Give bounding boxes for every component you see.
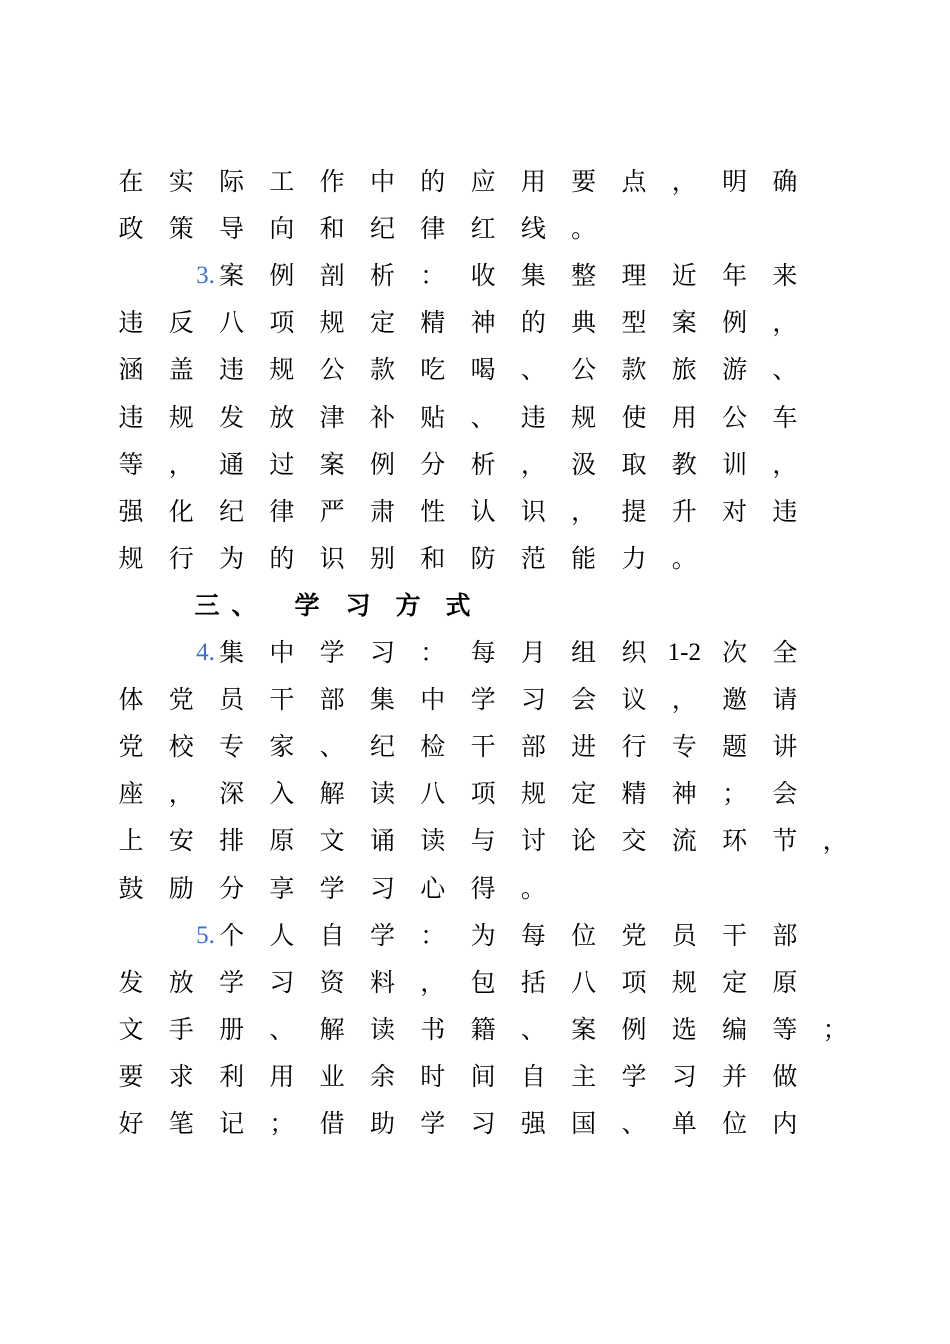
text-char: 学 [621,1061,647,1091]
text-char: 向 [269,214,295,244]
text-char: 。 [671,543,697,573]
text-char: 干 [722,920,748,950]
text-char: ； [822,1014,848,1044]
text-char: 校 [168,732,194,762]
text-char: 集 [520,261,546,291]
text-char: 体 [118,685,144,715]
text-char: 的 [269,543,295,573]
text-char: 次 [722,638,748,667]
text-char: 得 [470,873,496,903]
text-char: 规 [671,967,697,997]
text-char: 专 [671,732,697,762]
text-char: 等 [118,449,144,479]
text-char: 求 [168,1061,194,1091]
text-char: 整 [571,261,597,291]
text-char: 文 [118,1014,144,1044]
text-char: 律 [269,496,295,526]
text-char: 并 [722,1061,748,1091]
text-char: 书 [420,1014,446,1044]
text-char: 排 [219,826,245,856]
text-char: 做 [772,1061,798,1091]
text-char: 集 [369,685,395,715]
text-char: 习 [520,685,546,715]
text-char: 理 [621,261,647,291]
text-line [0,727,950,767]
text-char: 纪 [219,496,245,526]
text-char: 析 [470,449,496,479]
text-char: 发 [118,967,144,997]
text-char: 诵 [369,826,395,856]
text-char: 例 [621,1014,647,1044]
text-line [0,963,950,1003]
text-char: 人 [269,920,295,950]
text-char: 部 [319,685,345,715]
text-char: 性 [420,496,446,526]
text-char: 游 [722,355,748,385]
text-char: 规 [571,402,597,432]
text-char: 学 [219,967,245,997]
text-char: 盖 [168,355,194,385]
text-char: 案 [219,261,245,291]
text-char: 读 [420,826,446,856]
text-char: 违 [219,355,245,385]
text-char: 案 [671,308,697,338]
text-char: 为 [470,920,496,950]
section-heading [0,586,950,626]
text-char: 进 [571,732,597,762]
text-char: 检 [420,732,446,762]
text-char: 强 [118,496,144,526]
text-char: 强 [520,1109,546,1138]
text-char: 党 [621,920,647,950]
text-char: ， [671,685,697,715]
text-char: 好 [118,1109,144,1138]
text-char: 项 [269,308,295,338]
text-char: 行 [621,732,647,762]
text-char: 册 [219,1014,245,1044]
text-char: 、 [470,402,496,432]
text-char: 习 [671,1061,697,1091]
text-char: 自 [520,1061,546,1091]
text-char: 点 [621,167,647,196]
text-char: 。 [571,214,597,244]
text-char: 际 [219,167,245,196]
text-char: 学 [420,1109,446,1138]
text-line [0,869,950,909]
text-char: 党 [168,685,194,715]
text-char: 单 [671,1109,697,1138]
text-char: 明 [722,167,748,196]
text-char: 鼓 [118,873,144,903]
text-line [0,1057,950,1097]
text-char: 识 [319,543,345,573]
text-char: 干 [269,685,295,715]
text-char: 的 [520,308,546,338]
text-char: 对 [722,496,748,526]
text-char: 项 [470,779,496,809]
text-char: 津 [319,402,345,432]
text-char: 内 [772,1109,798,1138]
text-char: 发 [219,402,245,432]
text-line [0,1010,950,1050]
text-char: 精 [420,308,446,338]
text-char: 汲 [571,449,597,479]
text-char: 神 [470,308,496,338]
text-char: 八 [420,779,446,809]
text-char: 中 [269,638,295,667]
text-char: 范 [520,543,546,573]
text-char: 会 [772,779,798,809]
text-char: 典 [571,308,597,338]
text-char: 中 [420,685,446,715]
text-char: 案 [319,449,345,479]
text-char: 严 [319,496,345,526]
text-char: 邀 [722,685,748,715]
text-char: 剖 [319,261,345,291]
text-line [0,256,950,296]
text-line [0,303,950,343]
text-char: 八 [219,308,245,338]
text-char: 座 [118,779,144,809]
text-char: 全 [772,638,798,667]
text-char: 红 [470,214,496,244]
text-char: 导 [219,214,245,244]
text-char: ， [168,779,194,809]
text-char: 励 [168,873,194,903]
text-char: 业 [319,1061,345,1091]
text-char: 深 [219,779,245,809]
text-char: 案 [571,1014,597,1044]
text-char: 规 [520,779,546,809]
text-char: 集 [219,638,245,667]
text-char: 自 [319,920,345,950]
text-char: 学 [319,873,345,903]
text-char: ， [168,449,194,479]
text-char: 为 [219,543,245,573]
text-char: 主 [571,1061,597,1091]
text-char: 原 [269,826,295,856]
text-char: 、 [520,1014,546,1044]
text-char: 别 [369,543,395,573]
text-char: 记 [219,1109,245,1138]
text-char: 用 [671,402,697,432]
text-char: 借 [319,1109,345,1138]
text-char: 作 [319,167,345,196]
text-char: 确 [772,167,798,196]
text-char: 党 [118,732,144,762]
text-line [0,633,950,673]
text-char: 等 [772,1014,798,1044]
text-char: 、 [520,355,546,385]
text-char: 原 [772,967,798,997]
text-char: 题 [722,732,748,762]
text-char: 反 [168,308,194,338]
text-char: 规 [118,543,144,573]
text-char: 规 [269,355,295,385]
text-char: 化 [168,496,194,526]
text-char: 分 [219,873,245,903]
text-char: ， [571,496,597,526]
text-char: 公 [319,355,345,385]
text-char: 规 [168,402,194,432]
text-char: 行 [168,543,194,573]
text-char: 资 [319,967,345,997]
text-char: 员 [219,685,245,715]
text-char: 节 [772,826,798,856]
text-char: 的 [420,167,446,196]
text-char: 料 [369,967,395,997]
item-number: 3. [196,262,215,290]
text-char: 入 [269,779,295,809]
text-char: 1-2 [667,639,701,666]
text-char: 环 [722,826,748,856]
text-char: 定 [369,308,395,338]
text-char: 间 [470,1061,496,1091]
text-char: 八 [571,967,597,997]
heading-char: 方 [395,590,421,620]
text-line [0,209,950,249]
text-char: 教 [671,449,697,479]
text-char: 讨 [520,826,546,856]
text-char: 防 [470,543,496,573]
text-char: 例 [369,449,395,479]
text-char: 政 [118,214,144,244]
text-char: ： [420,638,446,667]
text-char: 干 [470,732,496,762]
text-char: 手 [168,1014,194,1044]
text-char: 公 [722,402,748,432]
text-char: 过 [269,449,295,479]
text-char: 习 [369,873,395,903]
text-char: 安 [168,826,194,856]
item-number: 4. [196,639,215,666]
text-char: 部 [772,920,798,950]
text-char: 讲 [772,732,798,762]
text-char: ， [772,449,798,479]
text-char: 位 [571,920,597,950]
text-char: 学 [470,685,496,715]
text-line [0,680,950,720]
text-char: 吃 [420,355,446,385]
text-char: 律 [420,214,446,244]
text-char: 上 [118,826,144,856]
text-char: 学 [319,638,345,667]
text-char: 放 [168,967,194,997]
text-char: 员 [671,920,697,950]
text-char: 喝 [470,355,496,385]
text-char: 近 [671,261,697,291]
text-char: 型 [621,308,647,338]
heading-char: 习 [345,590,371,620]
text-char: 款 [369,355,395,385]
text-char: 享 [269,873,295,903]
text-char: 和 [319,214,345,244]
text-char: 位 [722,1109,748,1138]
text-char: 肃 [369,496,395,526]
text-char: 例 [269,261,295,291]
text-line [0,398,950,438]
text-char: 提 [621,496,647,526]
text-char: 析 [369,261,395,291]
text-char: 使 [621,402,647,432]
text-line [0,539,950,579]
text-char: 能 [571,543,597,573]
text-char: 旅 [671,355,697,385]
text-char: 每 [470,638,496,667]
text-char: 认 [470,496,496,526]
text-char: 、 [621,1109,647,1138]
text-char: 心 [420,873,446,903]
text-char: 来 [772,261,798,291]
text-char: 在 [118,167,144,196]
text-char: 力 [621,543,647,573]
text-char: 工 [269,167,295,196]
text-char: 违 [520,402,546,432]
text-char: 补 [369,402,395,432]
text-char: 策 [168,214,194,244]
text-char: 国 [571,1109,597,1138]
text-line [0,1104,950,1144]
text-char: 纪 [369,732,395,762]
text-char: 、 [269,1014,295,1044]
text-char: 习 [470,1109,496,1138]
text-char: 请 [772,685,798,715]
text-char: 部 [520,732,546,762]
text-char: 、 [319,732,345,762]
text-char: 与 [470,826,496,856]
text-char: 中 [369,167,395,196]
text-char: 车 [772,402,798,432]
heading-char: 三 [194,590,220,620]
text-char: 定 [722,967,748,997]
heading-char: 学 [294,590,320,620]
text-char: 家 [269,732,295,762]
text-char: 利 [219,1061,245,1091]
text-char: 要 [571,167,597,196]
text-char: ， [520,449,546,479]
text-char: 规 [319,308,345,338]
text-char: 公 [571,355,597,385]
text-char: ， [772,308,798,338]
text-char: 收 [470,261,496,291]
text-char: 、 [772,355,798,385]
text-char: 交 [621,826,647,856]
text-char: ； [269,1109,295,1138]
text-char: 应 [470,167,496,196]
text-char: 要 [118,1061,144,1091]
text-char: 年 [722,261,748,291]
text-char: 定 [571,779,597,809]
text-char: 取 [621,449,647,479]
text-char: 精 [621,779,647,809]
text-char: 文 [319,826,345,856]
text-char: 月 [520,638,546,667]
text-char: 时 [420,1061,446,1091]
text-char: 例 [722,308,748,338]
text-char: 选 [671,1014,697,1044]
text-char: 和 [420,543,446,573]
text-char: 织 [621,638,647,667]
heading-char: 、 [231,590,257,620]
text-char: 会 [571,685,597,715]
text-char: 贴 [420,402,446,432]
text-char: 助 [369,1109,395,1138]
text-char: 通 [219,449,245,479]
item-number: 5. [196,921,215,949]
text-char: 流 [671,826,697,856]
text-char: 余 [369,1061,395,1091]
text-char: ， [671,167,697,196]
text-line [0,445,950,485]
text-char: 组 [571,638,597,667]
text-char: 违 [118,402,144,432]
text-char: 分 [420,449,446,479]
text-char: ： [420,920,446,950]
text-char: ； [722,779,748,809]
text-char: ： [420,261,446,291]
text-char: 项 [621,967,647,997]
text-char: 学 [369,920,395,950]
text-char: 包 [470,967,496,997]
text-line [0,821,950,861]
text-char: 解 [319,779,345,809]
text-char: 实 [168,167,194,196]
text-char: 升 [671,496,697,526]
text-char: 识 [520,496,546,526]
text-char: 个 [219,920,245,950]
text-char: 涵 [118,355,144,385]
text-char: 解 [319,1014,345,1044]
heading-char: 式 [445,590,471,620]
text-char: 线 [520,214,546,244]
text-char: 违 [118,308,144,338]
text-char: 。 [520,873,546,903]
text-char: ， [420,967,446,997]
text-char: 专 [219,732,245,762]
text-char: 每 [520,920,546,950]
text-char: 编 [722,1014,748,1044]
text-char: 习 [369,638,395,667]
text-char: 款 [621,355,647,385]
text-char: 读 [369,779,395,809]
text-line [0,492,950,532]
text-char: 用 [520,167,546,196]
text-char: 训 [722,449,748,479]
text-char: ， [822,826,848,856]
text-char: 括 [520,967,546,997]
text-char: 纪 [369,214,395,244]
text-char: 神 [671,779,697,809]
text-line [0,350,950,390]
text-char: 议 [621,685,647,715]
text-line [0,774,950,814]
text-line [0,916,950,956]
text-char: 习 [269,967,295,997]
text-char: 放 [269,402,295,432]
text-char: 读 [369,1014,395,1044]
text-line [0,162,950,202]
text-char: 笔 [168,1109,194,1138]
text-char: 用 [269,1061,295,1091]
text-char: 论 [571,826,597,856]
text-char: 违 [772,496,798,526]
text-char: 籍 [470,1014,496,1044]
